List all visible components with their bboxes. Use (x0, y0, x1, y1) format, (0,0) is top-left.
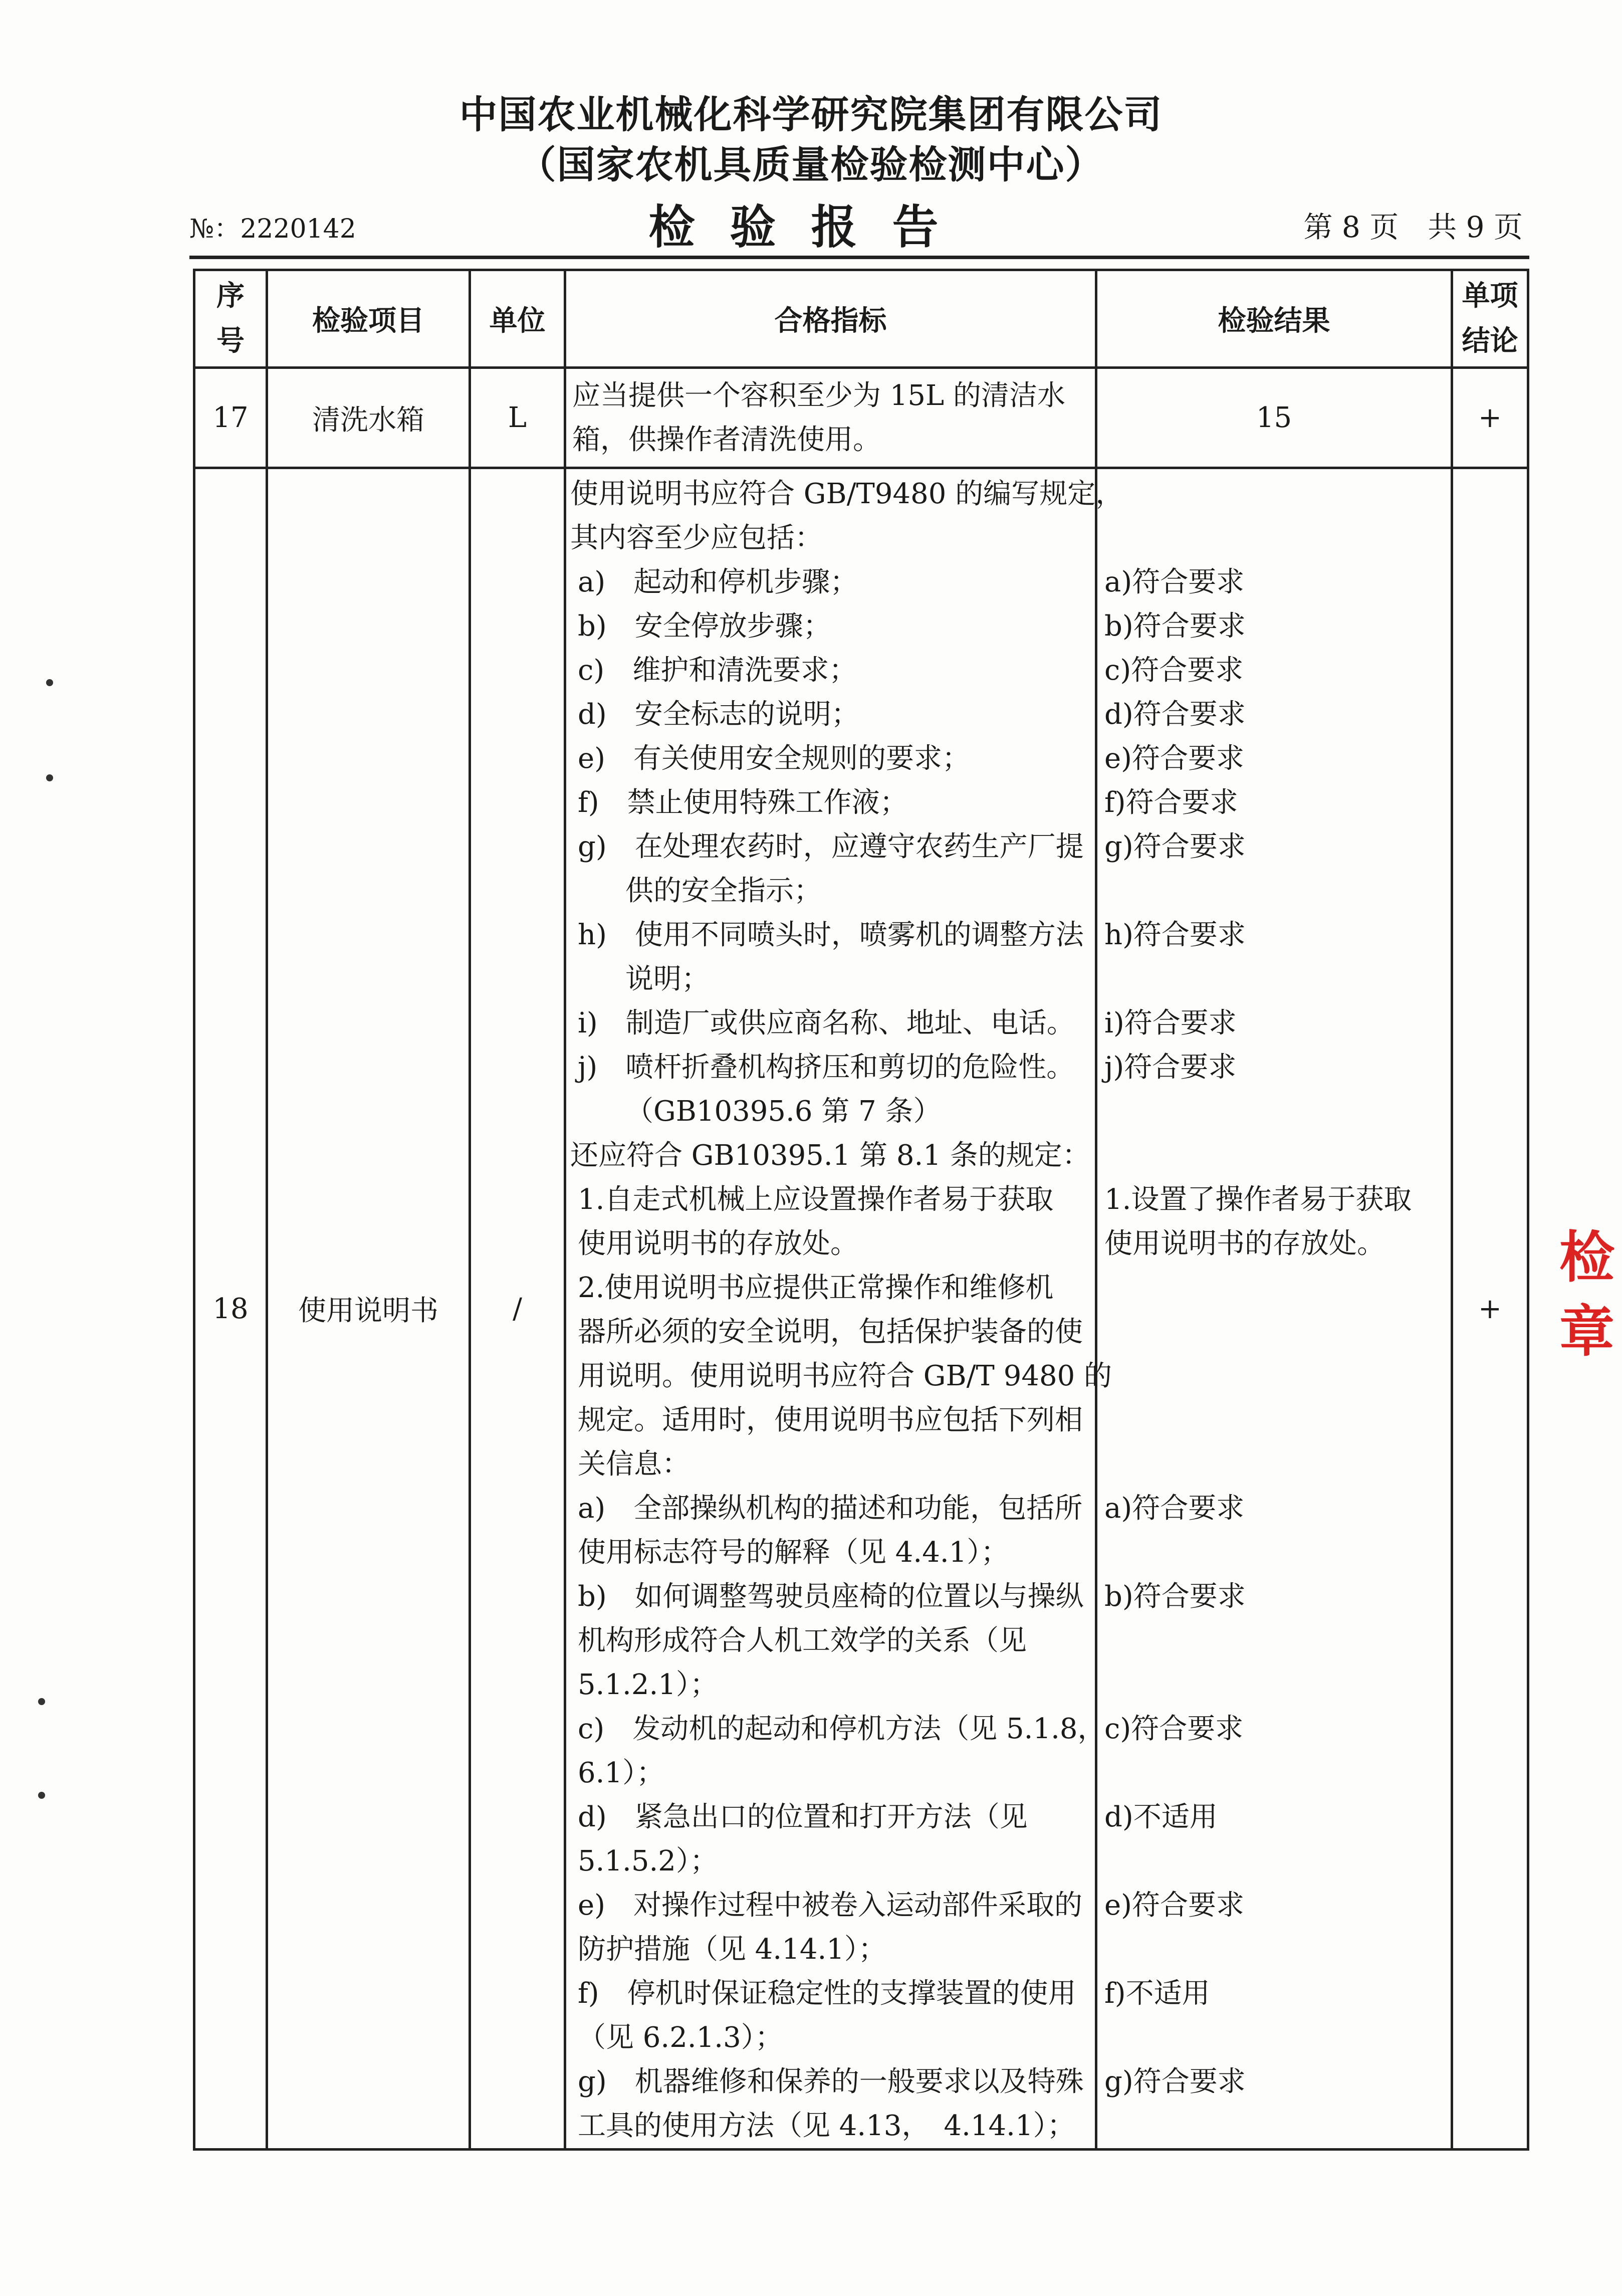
row18-std-line: 说明； (625, 963, 710, 995)
row18-std-line: d) 安全标志的说明； (578, 698, 859, 731)
row18-std-line: i) 制造厂或供应商名称、地址、电话。 (578, 1007, 1075, 1039)
row18-result-line: j)符合要求 (1104, 1051, 1237, 1084)
row18-result-line (1104, 1619, 1451, 1663)
row18-result-line (1104, 1839, 1451, 1884)
seal-stamp-fragment: 检 章 (1550, 1228, 1615, 1358)
row18-result-line: e)符合要求 (1104, 1889, 1244, 1922)
row18-std-line: 5.1.2.1）； (578, 1668, 718, 1701)
row18-result-line (1104, 1442, 1451, 1487)
row17-no: 17 (194, 368, 267, 468)
row18-result-line (1104, 869, 1451, 913)
row18-result-line: a)符合要求 (1104, 1492, 1245, 1525)
row18-std-line: 5.1.5.2）； (578, 1845, 718, 1877)
row18-std-line: 6.1）； (578, 1757, 665, 1789)
row18-std-line: f) 停机时保证稳定性的支撑装置的使用 (578, 1977, 1076, 2010)
row18-std-line: c) 发动机的起动和停机方法（见 5.1.8， (578, 1713, 1106, 1745)
row18-std-line: 2.使用说明书应提供正常操作和维修机 (578, 1272, 1054, 1304)
row18-std-line: 使用说明书的存放处。 (578, 1227, 858, 1260)
inspection-table (193, 269, 1529, 2151)
row17-std-line: 箱，供操作者清洗使用。 (572, 423, 881, 456)
row18-std-line: b) 安全停放步骤； (578, 610, 831, 643)
row18-std-line: 其内容至少应包括： (570, 522, 823, 554)
row18-std-line: 规定。适用时，使用说明书应包括下列相 (578, 1404, 1083, 1436)
row18-result-line: a)符合要求 (1104, 566, 1245, 598)
report-number: №：2220142 (189, 214, 356, 244)
row18-result-line (1104, 1310, 1451, 1354)
row18-result-line (1104, 472, 1451, 516)
scan-mark (38, 1792, 45, 1799)
header-rule (189, 256, 1529, 259)
row18-std-line: （见 6.2.1.3）； (578, 2021, 783, 2054)
organization-subtitle: （国家农机具质量检验检测中心） (518, 142, 1104, 187)
row18-result-line: f)不适用 (1104, 1977, 1210, 2010)
col-header-conclusion: 单项结论 (1452, 270, 1528, 368)
row18-std-line: 1.自走式机械上应设置操作者易于获取 (578, 1183, 1054, 1216)
row18-std-line: 供的安全指示； (625, 875, 822, 907)
row18-result-line: i)符合要求 (1104, 1007, 1237, 1039)
row18-std-line: 器所必须的安全说明，包括保护装备的使 (578, 1316, 1083, 1348)
page-indicator: 第 8 页 共 9 页 (1303, 210, 1523, 244)
row18-result-line: c)符合要求 (1104, 654, 1244, 687)
table-header-row (194, 270, 1528, 368)
row18-std-line: g) 在处理农药时，应遵守农药生产厂提 (578, 830, 1084, 863)
col-header-no: 序号 (194, 270, 267, 368)
row18-result-line: h)符合要求 (1104, 919, 1246, 951)
row17-standard (565, 368, 1096, 468)
row18-result-line: d)符合要求 (1104, 698, 1246, 731)
row18-unit: / (470, 468, 565, 2150)
row18-result-line: b)符合要求 (1104, 610, 1246, 643)
row18-result-line (1104, 1134, 1451, 1178)
row18-result-line: e)符合要求 (1104, 742, 1244, 775)
row18-conclusion: + (1452, 468, 1528, 2150)
row18-std-line: c) 维护和清洗要求； (578, 654, 857, 687)
row18-result-line: g)符合要求 (1104, 830, 1246, 863)
row18-std-line: h) 使用不同喷头时，喷雾机的调整方法 (578, 919, 1084, 951)
row18-std-line: f) 禁止使用特殊工作液； (578, 786, 908, 819)
row18-result-line: 1.设置了操作者易于获取 (1104, 1183, 1412, 1216)
row18-result-line (1104, 1663, 1451, 1707)
row18-result-line: b)符合要求 (1104, 1580, 1246, 1613)
col-header-standard: 合格指标 (565, 270, 1096, 368)
row17-std-line: 应当提供一个容积至少为 15L 的清洁水 (572, 379, 1066, 412)
row18-result-line: 使用说明书的存放处。 (1104, 1227, 1385, 1260)
row18-std-line: j) 喷杆折叠机构挤压和剪切的危险性。 (578, 1051, 1075, 1084)
row18-std-line: （GB10395.6 第 7 条） (625, 1095, 942, 1128)
row18-std-line: 用说明。使用说明书应符合 GB/T 9480 的 (578, 1360, 1112, 1392)
row18-result-line (1104, 1751, 1451, 1795)
row18-std-line: 使用标志符号的解释（见 4.4.1）； (578, 1536, 1009, 1569)
row18-std-line: 使用说明书应符合 GB/T9480 的编写规定， (570, 478, 1124, 510)
row18-std-line: a) 起动和停机步骤； (578, 566, 858, 598)
row18-std-line: 关信息： (578, 1448, 690, 1481)
row18-std-line: d) 紧急出口的位置和打开方法（见 (578, 1801, 1028, 1833)
report-title: 检验报告 (648, 200, 974, 254)
row18-std-line: g) 机器维修和保养的一般要求以及特殊 (578, 2065, 1084, 2098)
scan-mark (38, 1698, 45, 1705)
row18-result-line (1104, 516, 1451, 560)
row18-std-line: e) 对操作过程中被卷入运动部件采取的 (578, 1889, 1082, 1922)
row18-standard (565, 468, 1124, 2150)
row18-result-line (1104, 957, 1451, 1001)
table-row (194, 368, 1528, 468)
row18-std-line: e) 有关使用安全规则的要求； (578, 742, 970, 775)
row18-result-line (1104, 2016, 1451, 2060)
row18-result-line: g)符合要求 (1104, 2065, 1246, 2098)
row18-no: 18 (194, 468, 267, 2150)
row17-unit: L (470, 368, 565, 468)
row18-result-line (1104, 1354, 1451, 1398)
row18-std-line: 机构形成符合人机工效学的关系（见 (578, 1624, 1027, 1657)
organization-name: 中国农业机械化科学研究院集团有限公司 (459, 92, 1163, 137)
row18-std-line: 防护措施（见 4.14.1）； (578, 1933, 886, 1966)
col-header-result: 检验结果 (1096, 270, 1452, 368)
row18-result-line (1104, 1531, 1451, 1575)
row18-result-line: d)不适用 (1104, 1801, 1218, 1833)
row18-result-line (1104, 2104, 1451, 2148)
row17-conclusion: + (1452, 368, 1528, 468)
row18-result-line (1104, 1090, 1451, 1134)
col-header-item: 检验项目 (267, 270, 470, 368)
row18-item: 使用说明书 (267, 468, 470, 2150)
scan-mark (46, 679, 53, 686)
row18-std-line: 工具的使用方法（见 4.13， 4.14.1）； (578, 2110, 1075, 2142)
row18-std-line: a) 全部操纵机构的描述和功能，包括所 (578, 1492, 1083, 1525)
row18-result (1096, 468, 1452, 2150)
scan-mark (46, 774, 53, 781)
col-header-unit: 单位 (470, 270, 565, 368)
row18-result-line (1104, 1266, 1451, 1310)
row18-result-line (1104, 1928, 1451, 1972)
row18-result-line: f)符合要求 (1104, 786, 1238, 819)
row17-item: 清洗水箱 (267, 368, 470, 468)
row17-result: 15 (1096, 368, 1452, 468)
row18-result-line: c)符合要求 (1104, 1713, 1244, 1745)
row18-result-line (1104, 1398, 1451, 1442)
row18-std-line: 还应符合 GB10395.1 第 8.1 条的规定： (570, 1139, 1090, 1172)
row18-std-line: b) 如何调整驾驶员座椅的位置以与操纵 (578, 1580, 1084, 1613)
table-row (194, 468, 1528, 2150)
